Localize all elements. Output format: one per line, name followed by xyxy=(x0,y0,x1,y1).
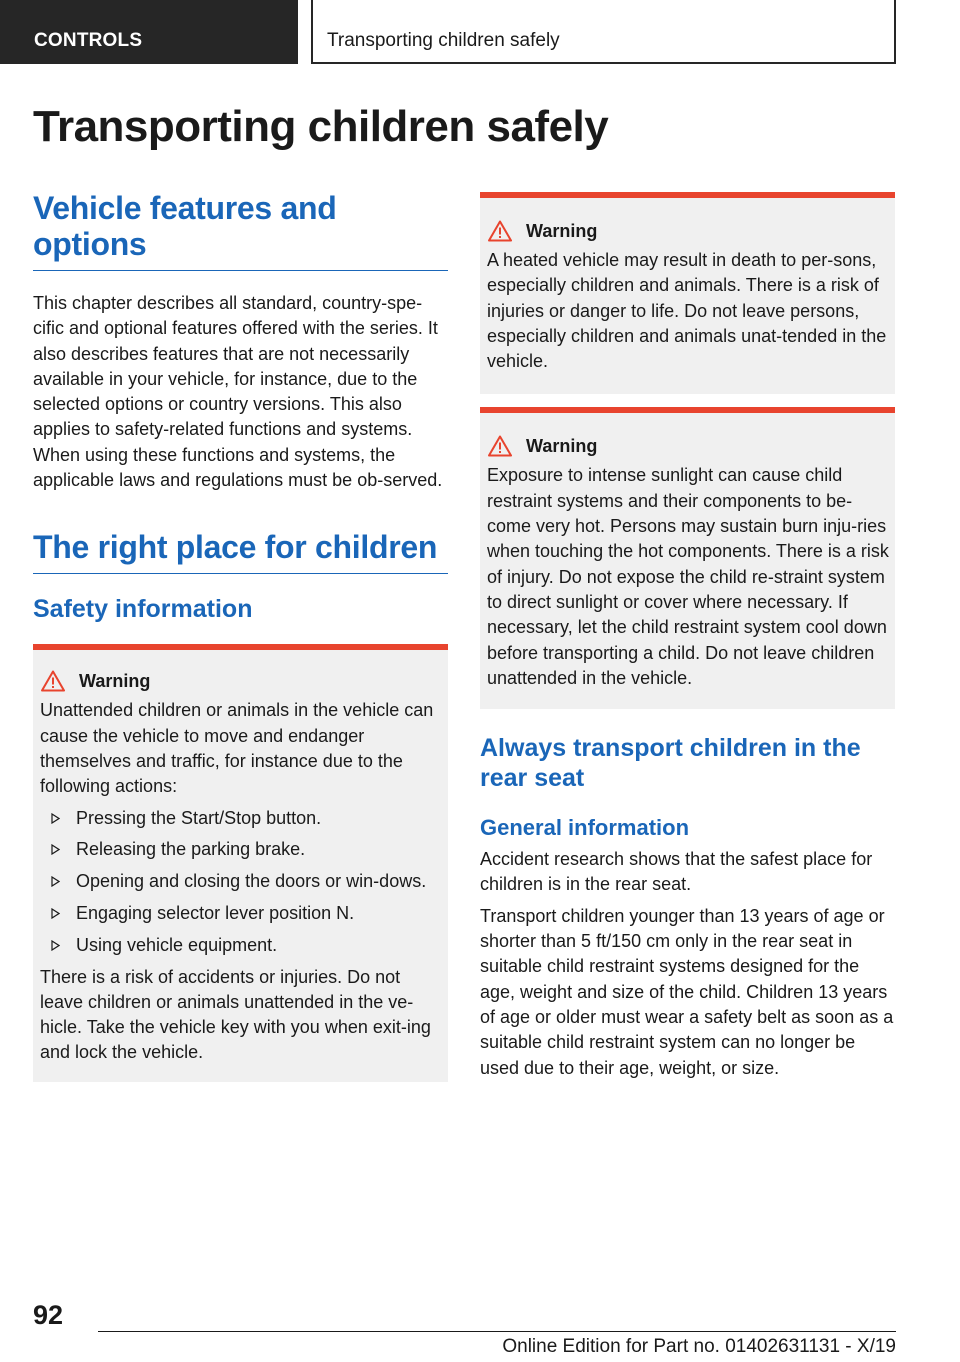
warning-text: Exposure to intense sunlight can cause child restraint systems and their components to be-come very hot. Persons may sustain burn inju-ries when touching the hot components. There is a risk of injury. Do not expose the child re-straint system to direct sunlight or cover where necessary. If necessary, let the child restraint system cool down before transporting a child. Do not leave children unattended in the vehicle. xyxy=(487,465,889,688)
bullet-triangle-icon xyxy=(51,908,60,919)
warning-text: A heated vehicle may result in death to per-sons, especially children and animals. There is a risk of injuries or danger to life. Do not leave persons, especially children and animals unat-tended in the vehicle. xyxy=(487,250,887,372)
list-item: Pressing the Start/Stop button. xyxy=(40,806,442,831)
list-item: Releasing the parking brake. xyxy=(40,837,442,862)
bullet-triangle-icon xyxy=(51,876,60,887)
section-rule xyxy=(33,270,448,271)
vehicle-features-heading: Vehicle features and options xyxy=(33,190,337,262)
warning-action-list xyxy=(40,806,442,958)
page-number: 92 xyxy=(33,1300,64,1330)
rear-seat-heading: Always transport children in the rear seat xyxy=(480,734,861,793)
list-item: Opening and closing the doors or win-dows. xyxy=(40,869,442,894)
right-place-heading: The right place for children xyxy=(33,529,448,574)
list-item: Engaging selector lever position N. xyxy=(40,901,442,926)
list-item: Using vehicle equipment. xyxy=(40,933,442,958)
page-title: Transporting children safely xyxy=(33,102,609,151)
warning-box-sunlight xyxy=(480,407,895,709)
vehicle-features-text: This chapter describes all standard, country-spe-cific and optional features offered with the series. It also describes features that are not necessarily available in your vehicle, for instance, due to the selected options or country versions. This also applies to safety-related functions and systems. When using these functions and systems, the applicable laws and regulations must be ob-served. xyxy=(33,293,443,491)
warning-triangle-icon xyxy=(488,435,512,457)
warning-intro: Unattended children or animals in the vehicle can cause the vehicle to move and endanger themselves and traffic, for instance due to the following actions: xyxy=(40,700,434,797)
warning-box-heated-vehicle xyxy=(480,192,895,394)
general-info-heading: General information xyxy=(480,815,690,841)
bullet-triangle-icon xyxy=(51,813,60,824)
warning-label: Warning xyxy=(526,220,598,241)
footer-edition: Online Edition for Part no. 01402631131 - X/19 xyxy=(502,1336,896,1357)
warning-box-unattended xyxy=(33,644,448,1081)
right-column xyxy=(480,192,895,1081)
header-section-tab: CONTROLS xyxy=(0,0,298,64)
warning-triangle-icon xyxy=(488,220,512,242)
warning-label: Warning xyxy=(526,435,598,456)
warning-header xyxy=(40,670,442,692)
safety-info-heading: Safety information xyxy=(33,595,253,624)
header-chapter-title: Transporting children safely xyxy=(311,0,896,64)
general-info-p2: Transport children younger than 13 years of age or shorter than 5 ft/150 cm only in the rear seat in suitable child restraint systems designed for the age, weight and size of the child. Children 13 years of age or older must wear a safety belt as soon as a suitable child restraint system can no longer be used due to their age, weight, or size. xyxy=(480,905,894,1078)
left-column xyxy=(33,190,448,1082)
general-info-p1: Accident research shows that the safest place for children is in the rear seat. xyxy=(480,849,873,895)
warning-header xyxy=(487,435,889,457)
warning-outro: There is a risk of accidents or injuries. Do not leave children or animals unattended in the ve-hicle. Take the vehicle key with you when exit-ing and lock the vehicle. xyxy=(40,966,431,1063)
bullet-triangle-icon xyxy=(51,940,60,951)
warning-label: Warning xyxy=(79,670,151,691)
warning-triangle-icon xyxy=(41,670,65,692)
warning-header xyxy=(487,220,889,242)
bullet-triangle-icon xyxy=(51,844,60,855)
footer-rule xyxy=(98,1331,896,1332)
